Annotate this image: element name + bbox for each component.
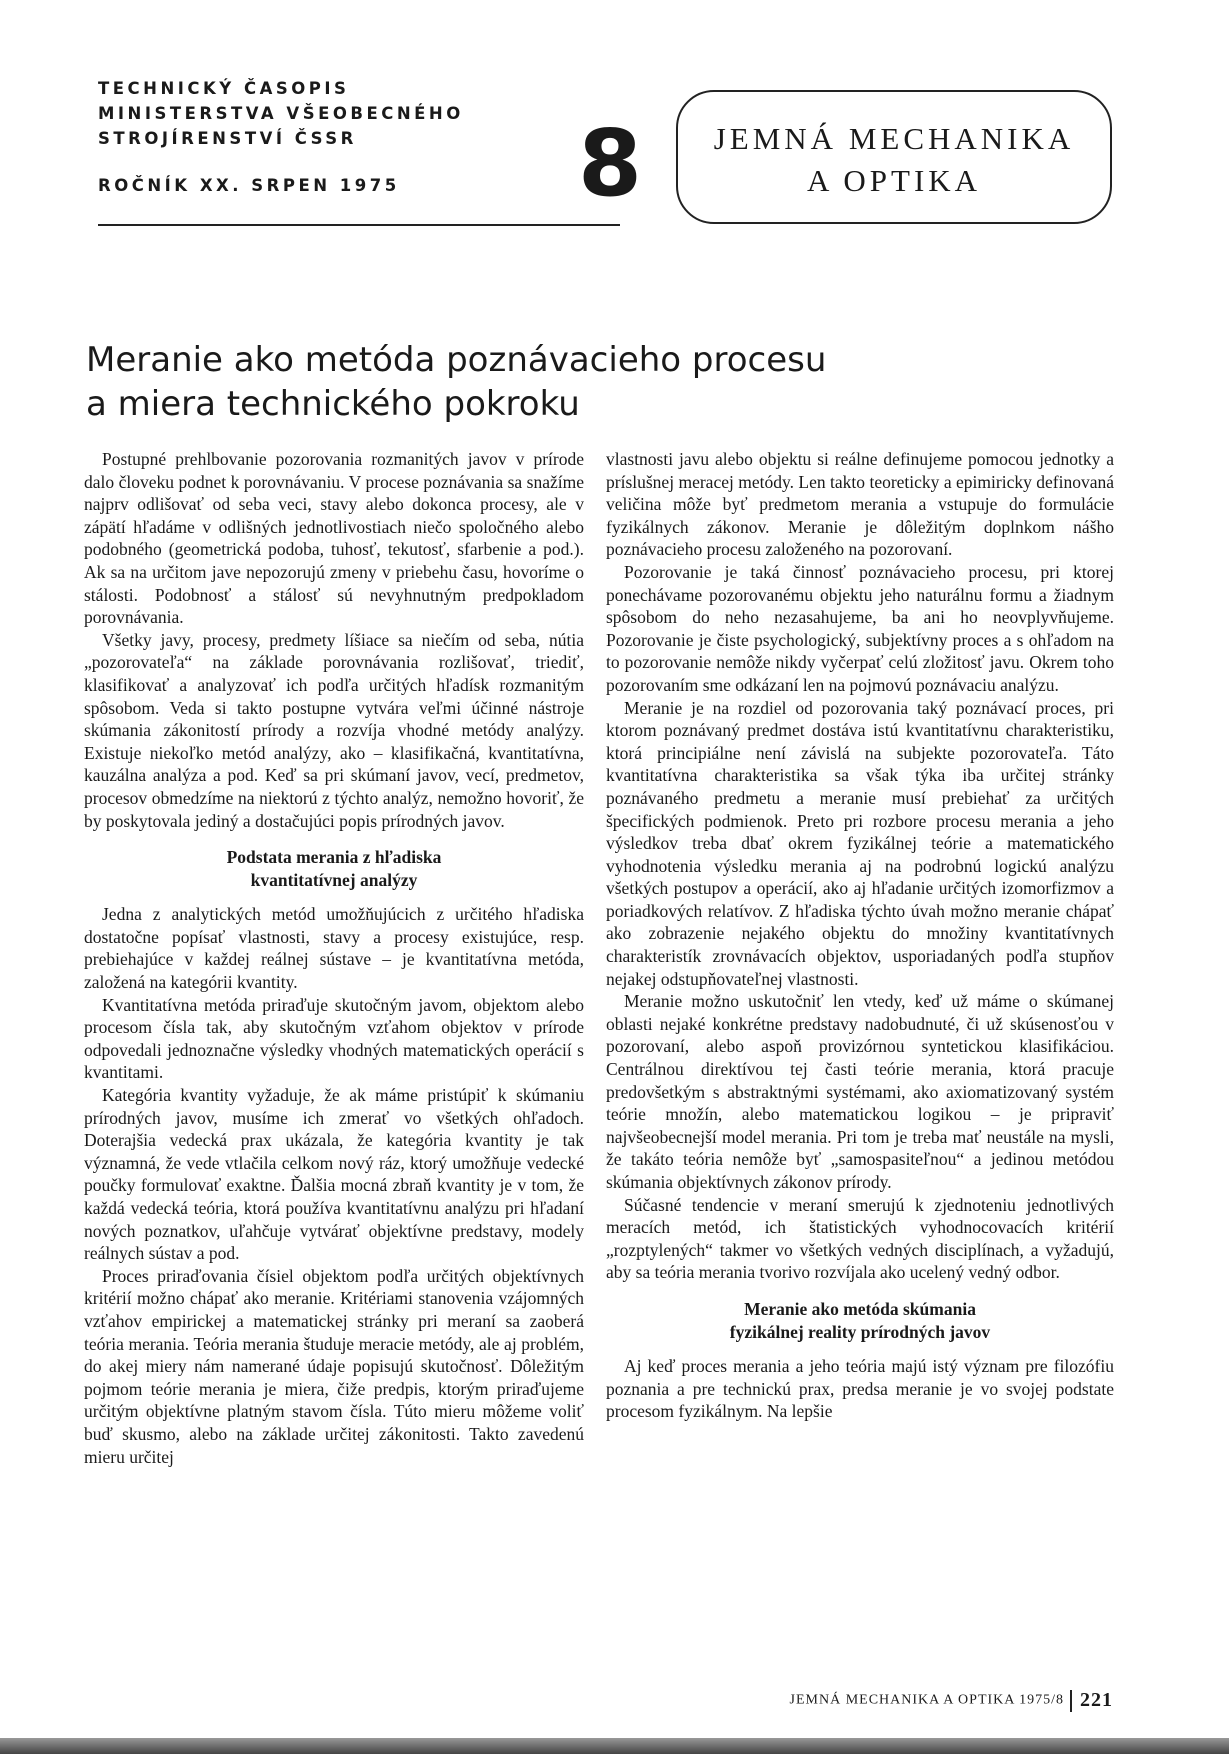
masthead-line-1: TECHNICKÝ ČASOPIS: [98, 79, 350, 98]
journal-name-box: [676, 90, 1112, 224]
article-title-line-1: Meranie ako metóda poznávacieho procesu: [86, 340, 827, 380]
left-column: [84, 448, 584, 1468]
running-title: JEMNÁ MECHANIKA A OPTIKA 1975/8: [789, 1692, 1064, 1708]
masthead-line-3: STROJÍRENSTVÍ ČSSR: [98, 129, 357, 148]
section-heading-line-2: kvantitatívnej analýzy: [250, 869, 418, 890]
paragraph: Postupné prehlbovanie pozorovania rozmanitých javov v prírode dalo človeku podnet k porovnávaniu. V procese poznávania sa snažíme najprv odlišovať od seba veci, stavy alebo dokonca procesy, ale v zápätí hľadáme v odlišných jednotlivostiach niečo spoločného alebo podobného (geometrická podoba, tuhosť, tekutosť, sfarbenie a pod.). Ak sa na určitom jave nepozorujú zmeny v priebehu času, hovoríme o stálosti. Podobnosť a stálosť sú nevyhnutným predpokladom porovnávania.: [84, 449, 584, 628]
section-heading: [84, 846, 584, 891]
paragraph: Jedna z analytických metód umožňujúcich z určitého hľadiska dostatočne popísať vlastnosti, stavy a procesy existujúce, resp. prebiehajúce v každej reálnej sústave – je kvantitatívna metóda, založená na kategórii kvantity.: [84, 904, 584, 993]
issue-number: 8: [578, 110, 643, 217]
paragraph: vlastnosti javu alebo objektu si reálne definujeme pomocou jednotky a príslušnej meracej metódy. Len takto teoreticky a epimiricky definovaná veličina môže byť predmetom merania a vstupuje do formulácie fyzikálnych zákonov. Meranie je dôležitým doplnkom nášho poznávacieho procesu založeného na pozorovaní.: [606, 449, 1114, 560]
paragraph: Pozorovanie je taká činnosť poznávacieho procesu, pri ktorej ponechávame pozorovanému objektu jeho naturálnu formu a žiadnym spôsobom do neho nezasahujeme, ba ani ho neovplyvňujeme. Pozorovanie je čiste psychologický, subjektívny proces a s ohľadom na to pozorovanie nemôže nikdy vyčerpať celú zložitosť javu. Okrem toho pozorovaním sme odkázaní len na pojmovú poznávaciu analýzu.: [606, 561, 1114, 695]
page-number: 221: [1080, 1689, 1113, 1711]
paragraph: Meranie možno uskutočniť len vtedy, keď už máme o skúmanej oblasti nejaké konkrétne predstavy nadobudnuté, či už skúsenosťou v pozorovaní, alebo aspoň provizórnou syntetickou klasifikáciou. Centrálnou direktívou tej časti teórie merania, ktorá pracuje predovšetkým s abstraktnými systémami, ako axiomatizovaný systém teórie množín, alebo matematickou logikou – je pripraviť najvšeobecnejší model merania. Pri tom je treba mať neustále na mysli, že takáto teória nemôže byť „samospasiteľnou“ a jedinou metódou skúmania objektívnych zákonov prírody.: [606, 991, 1114, 1192]
journal-name-line-1: JEMNÁ MECHANIKA: [713, 121, 1075, 156]
section-heading-line-2: fyzikálnej reality prírodných javov: [729, 1321, 991, 1342]
masthead-rule: [98, 224, 620, 226]
section-heading-line-1: Podstata merania z hľadiska: [226, 847, 442, 868]
section-heading: [606, 1298, 1114, 1343]
footer-divider: [1070, 1690, 1072, 1712]
journal-name-line-2: A OPTIKA: [806, 163, 982, 198]
article-title-line-2: a miera technického pokroku: [86, 384, 580, 424]
right-column: [606, 448, 1114, 1423]
issue-line: ROČNÍK XX. SRPEN 1975: [98, 176, 400, 195]
masthead-line-2: MINISTERSTVA VŠEOBECNÉHO: [98, 104, 464, 123]
section-heading-line-1: Meranie ako metóda skúmania: [744, 1298, 976, 1319]
paragraph: Všetky javy, procesy, predmety líšiace sa niečím od seba, nútia „pozorovateľa“ na základe porovnávania rozlišovať, triediť, klasifikovať a analyzovať ich podľa určitých hľadísk rozmanitým spôsobom. Veda si takto postupne vytvára veľmi účinné nástroje skúmania zákonitostí prírody a rozvíja vhodné metódy analýzy. Existuje niekoľko metód analýzy, ako – klasifikačná, kvantitatívna, kauzálna analýza a pod. Keď sa pri skúmaní javov, vecí, predmetov, procesov obmedzíme na niektorú z týchto analýz, nemožno hovoriť, že by poskytovala jediný a dostačujúci popis prírodných javov.: [84, 629, 584, 831]
paragraph: Súčasné tendencie v meraní smerujú k zjednoteniu jednotlivých meracích metód, ich štatistických vyhodnocovacích kritérií „rozptylených“ takmer vo všetkých vedných disciplínach, a vyžadujú, aby sa teória merania tvorivo rozvíjala ako ucelený vedný odbor.: [606, 1194, 1114, 1283]
page-footer: [790, 1689, 1113, 1712]
publisher-masthead: [98, 76, 464, 198]
paragraph: Kategória kvantity vyžaduje, že ak máme pristúpiť k skúmaniu prírodných javov, musíme ich zmerať vo všetkých ohľadoch. Doterajšia vedecká prax ukázala, že kategória kvantity je tak významná, že vede vtlačila celkom nový ráz, ktorý umožňuje vedecké poučky formulovať exaktne. Ďalšia mocná zbraň kvantity je v tom, že každá vedecká teória, ktorá používa kvantitatívnu analýzu pri hľadaní nových poznatkov, uľahčuje vytvárať objektívne predstavy, modely reálnych sústav a pod.: [84, 1085, 584, 1264]
paragraph: Meranie je na rozdiel od pozorovania taký poznávací proces, pri ktorom poznávaný predmet dostáva istú kvantitatívnu charakteristiku, ktorá principiálne není závislá na subjekte pozorovateľa. Táto kvantitatívna charakteristika sa však týka iba určitej stránky poznávaného predmetu a meranie musí prebiehať za určitých špecifických podmienok. Preto pri rozbore procesu merania a jeho výsledkov treba dbať okrem fyzikálnej teórie a matematického vyhodnotenia výsledku merania aj na podrobnú logickú analýzu všetkých postupov a operácií, ako aj hľadanie určitých izomorfizmov a poriadkových relatívov. Z hľadiska týchto úvah možno meranie chápať ako zobrazenie nejakého objektu do množiny kvantitatívnych charakteristík zrovnávacích objektov, usporiadaných podľa stupňov nejakej odstupňovateľnej vlastnosti.: [606, 697, 1114, 989]
paragraph: Kvantitatívna metóda priraďuje skutočným javom, objektom alebo procesom čísla tak, aby skutočným vzťahom objektov v prírode odpovedali jednoznačne výsledky vhodných matematických operácií s kvantitami.: [84, 994, 584, 1083]
paragraph: Proces priraďovania čísiel objektom podľa určitých objektívnych kritérií možno chápať ako meranie. Kritériami stanovenia vzájomných vzťahov empirickej a matematickej stránky pri meraní sa zaoberá teória merania. Teória merania študuje meracie metódy, ale aj problém, do akej miery nám namerané údaje popisujú skutočnosť. Dôležitým pojmom teórie merania je miera, čiže predpis, ktorým priraďujeme určitým objektívne platným stavom čísla. Túto mieru môžeme voliť buď skusmo, alebo na základe určitej zákonitosti. Takto zavedenú mieru určitej: [84, 1265, 584, 1467]
scan-edge: [0, 1738, 1229, 1754]
article-title: [86, 338, 886, 426]
paragraph: Aj keď proces merania a jeho teória majú istý význam pre filozófiu poznania a pre technickú prax, predsa meranie je vo svojej podstate procesom fyzikálnym. Na lepšie: [606, 1356, 1114, 1422]
